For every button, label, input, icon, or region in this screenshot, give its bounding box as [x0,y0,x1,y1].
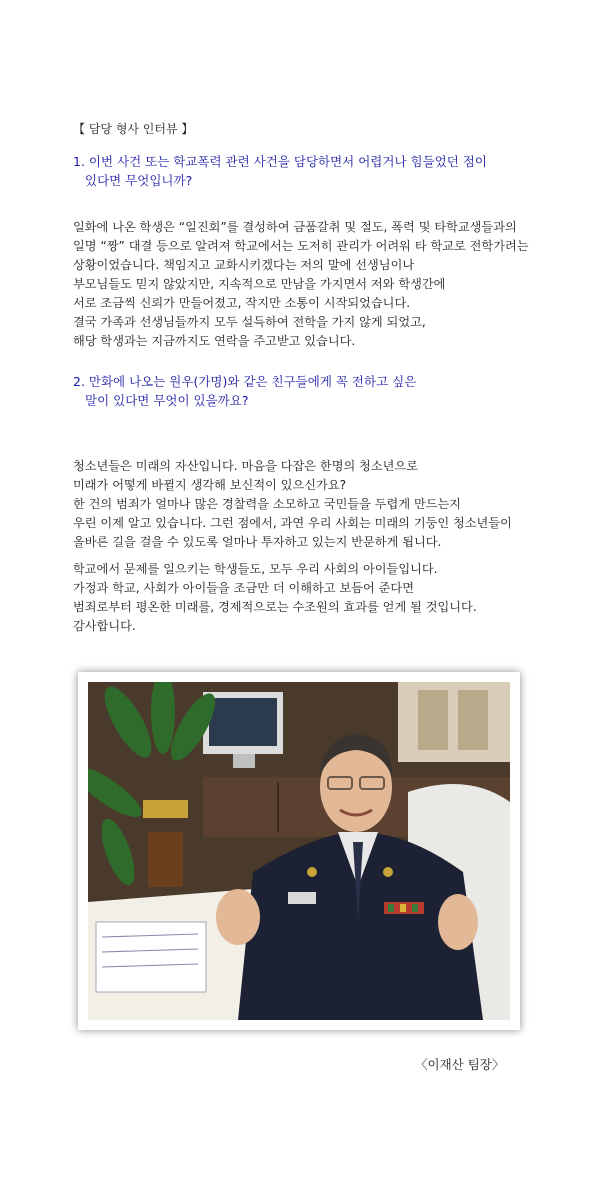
officer-photo-illustration [88,682,510,1020]
question-1 [73,152,487,190]
answer-line: 미래가 어떻게 바뀔지 생각해 보신적이 있으신가요? [73,478,347,492]
answer-line: 감사합니다. [73,619,136,633]
name-tag [288,892,316,904]
photo-caption: 〈이재산 팀장〉 [415,1057,505,1072]
window [398,682,510,762]
answer-1 [73,218,529,351]
desk-papers [96,922,206,992]
answer-line: 가정과 학교, 사회가 아이들을 조금만 더 이해하고 보듬어 준다면 [73,581,414,595]
answer-line: 우린 이제 알고 있습니다. 그런 점에서, 과연 우리 사회는 미래의 기둥인 청소년들이 [73,516,512,530]
question-line: 말이 있다면 무엇이 있을까요? [85,393,249,408]
answer-line: 상황이었습니다. 책임지고 교화시키겠다는 저의 말에 선생님이나 [73,258,415,272]
plant-ribbon [143,800,188,818]
question-line: 2. 만화에 나오는 원우(가명)와 같은 친구들에게 꼭 전하고 싶은 [73,374,417,389]
question-line: 1. 이번 사건 또는 학교폭력 관련 사건을 담당하면서 어렵거나 힘들었던 점이 [73,154,487,169]
question-2 [73,372,416,410]
left-hand [216,889,260,945]
answer-line: 올바른 길을 걸을 수 있도록 얼마나 투자하고 있는지 반문하게 됩니다. [73,535,442,549]
answer-line: 결국 가족과 선생님들까지 모두 설득하여 전학을 가지 않게 되었고, [73,315,426,329]
answer-line: 해당 학생과는 지금까지도 연락을 주고받고 있습니다. [73,334,356,348]
answer-3 [73,560,477,636]
answer-line: 일명 “짱” 대결 등으로 알려져 학교에서는 도저히 관리가 어려워 타 학교로 전학가려는 [73,239,529,253]
question-line: 있다면 무엇입니까? [85,173,193,188]
answer-2 [73,457,512,552]
answer-line: 서로 조금씩 신뢰가 만들어졌고, 작지만 소통이 시작되었습니다. [73,296,411,310]
officer-photo [88,682,510,1020]
monitor-screen [209,698,277,746]
answer-line: 범죄로부터 평온한 미래를, 경제적으로는 수조원의 효과를 얻게 될 것입니다. [73,600,477,614]
photo-frame [78,672,520,1030]
answer-line: 학교에서 문제를 일으키는 학생들도, 모두 우리 사회의 아이들입니다. [73,562,438,576]
answer-line: 청소년들은 미래의 자산입니다. 마음을 다잡은 한명의 청소년으로 [73,459,418,473]
plant-pot [148,832,183,887]
answer-line: 부모님들도 믿지 않았지만, 지속적으로 만남을 가지면서 저와 학생간에 [73,277,446,291]
section-title: 【 담당 형사 인터뷰 】 [73,122,194,136]
right-hand [438,894,478,950]
answer-line: 일화에 나온 학생은 “일진회”를 결성하여 금품갈취 및 절도, 폭력 및 타학교생들과의 [73,220,517,234]
answer-line: 한 건의 범죄가 얼마나 많은 경찰력을 소모하고 국민들을 두렵게 만드는지 [73,497,462,511]
